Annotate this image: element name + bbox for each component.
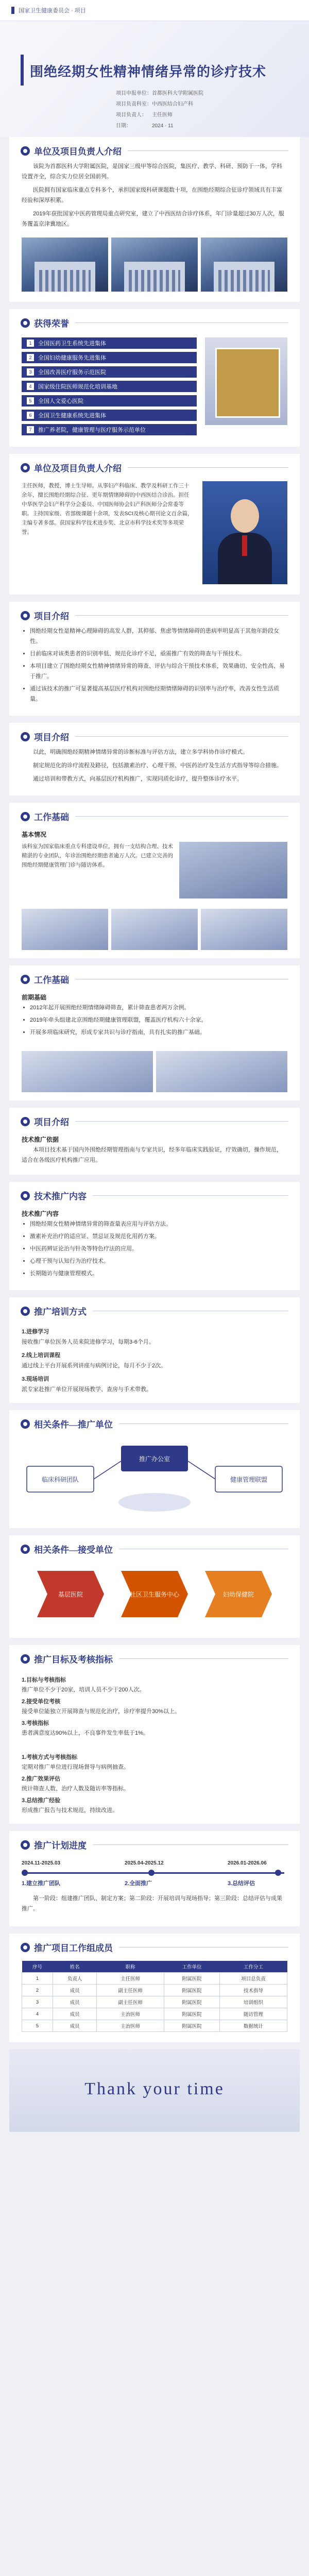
svg-text:社区卫生服务中心: 社区卫生服务中心 [129, 1591, 180, 1598]
section-bullet-icon [21, 1191, 30, 1200]
section-title: 相关条件—接受单位 [9, 1535, 300, 1560]
section-title: 推广目标及考核指标 [9, 1645, 300, 1669]
section-schedule: 推广计划进度 2024.11-2025.03 2025.04-2025.12 2026.01-2026.06 1.建立推广团队 2.全面推广 3.总结评估 第一阶段：组建推广团队、制定方案；第二阶段：开展培训与现场指导；第三阶段：总结评估与成果推广。 [9, 1831, 300, 1926]
members-table: 序号 姓名 职称 工作单位 工作分工 1 负责人 主任医师 附属医院 项目总负责 2 成员 副主任医师 附属医院 技术指导 3 成员 副主任医师 附属医院 培训组织 4 成员 主治医师 附属医院 随访管理 5 成员 主治医师 附属医院 数据统计 [22, 1961, 287, 2032]
hospital-photo [111, 238, 198, 292]
honor-item: 4 国家级住院医师规范化培训基地 [22, 381, 197, 392]
hospital-photos [9, 232, 300, 302]
section-project-1 [9, 602, 300, 716]
unit-intro-text: 该院为首都医科大学附属医院，是国家三级甲等综合医院，集医疗、教学、科研、预防于一体，学科设置齐全，综合实力位居全国前列。 医院拥有国家临床重点专科多个，承担国家级科研课题数十项，在围绝经期综合征诊疗领域具有丰富经验和深厚积累。 2019年获批国家中医药管理局重点研究室，建立了中西医结合诊疗体系，年门诊量超过30万人次，服务覆盖京津冀地区。 [22, 163, 284, 227]
work-photo [22, 909, 108, 950]
work-photo [156, 1051, 287, 1092]
svg-text:健康管理联盟: 健康管理联盟 [230, 1476, 268, 1483]
honor-certificate-image [205, 337, 287, 425]
section-title: 单位及项目负责人介绍 [9, 137, 300, 161]
meta-row: 项目负责科室：中西医结合妇产科 [116, 101, 193, 107]
person-intro: 主任医师，教授，博士生导师。从事妇产科临床、教学及科研工作三十余年，擅长围绝经期综合征、更年期情绪障碍的中西医结合诊治。担任中华医学会妇产科学分会委员、中国医师协会妇产科医师分会常委等职。主持国家级、省部级课题十余项，发表SCI及核心期刊论文百余篇，主编专著多部。获国家科学技术进步奖、北京市科学技术奖等多项荣誉。 [22, 483, 193, 535]
section-promoter [9, 1410, 300, 1528]
section-tech: 项目介绍 技术推广依据 本项目技术基于国内外围绝经期管理指南与专家共识，经多年临床实践验证，疗效确切，操作规范，适合在各级医疗机构推广应用。 [9, 1108, 300, 1175]
section-receiver [9, 1535, 300, 1638]
section-members [9, 1934, 300, 2042]
header-strip [0, 0, 309, 21]
section-project-2: 项目介绍 以此，明确围绝经期精神情绪异常的诊断标准与评估方法，建立多学科协作诊疗模式。 制定规范化的诊疗流程及路径，包括激素治疗、心理干预、中医药治疗及生活方式指导等综合措施。 通过培训和带教方式，向基层医疗机构推广，实现同质化诊疗，提升整体诊疗水平。 [9, 723, 300, 795]
receiver-diagram [22, 1566, 287, 1628]
flow-node [121, 1446, 188, 1471]
person-photo [202, 481, 287, 584]
section-unit-intro [9, 137, 300, 302]
section-bullet-icon [21, 1943, 30, 1952]
section-bullet-icon [21, 1307, 30, 1316]
meta-row: 项目负责人： 主任医师 [116, 112, 173, 118]
section-bullet-icon [21, 463, 30, 472]
section-title: 项目介绍 [9, 1108, 300, 1132]
honor-item: 1 全国医药卫生系统先进集体 [22, 337, 197, 349]
section-title: 推广项目工作组成员 [9, 1934, 300, 1958]
honor-item: 5 全国人文爱心医院 [22, 395, 197, 406]
flow-node [215, 1466, 282, 1492]
honor-item: 2 全国妇幼健康服务先进集体 [22, 352, 197, 363]
section-title: 工作基础 [9, 965, 300, 990]
svg-text:推广办公室: 推广办公室 [139, 1455, 170, 1463]
flow-node [27, 1466, 94, 1492]
section-bullet-icon [21, 611, 30, 620]
honor-list [22, 337, 197, 435]
hospital-photo [201, 238, 287, 292]
section-bullet-icon [21, 975, 30, 984]
section-title: 推广培训方式 [9, 1297, 300, 1321]
section-honors [9, 309, 300, 447]
section-person [9, 454, 300, 595]
section-work-base-1: 工作基础 基本情况 该科室为国家临床重点专科建设单位，拥有一支结构合理、技术精湛的专业团队，年诊治围绝经期患者逾万人次。已建立完善的围绝经期健康管理门诊与随访体系。 [9, 803, 300, 958]
section-title: 相关条件—推广单位 [9, 1410, 300, 1434]
section-title: 工作基础 [9, 803, 300, 827]
honor-item: 6 全国卫生健康系统先进集体 [22, 410, 197, 421]
hospital-photo [22, 238, 108, 292]
section-title: 技术推广内容 [9, 1182, 300, 1206]
promoter-flow-diagram [22, 1440, 287, 1518]
work-photo [22, 1051, 153, 1092]
project-list: • 围绝经期女性是精神心理障碍的高发人群，其抑郁、焦虑等情绪障碍的患病率明显高于其他年龄段女性。 • 目前临床对该类患者的识别率低、规范化诊疗不足，亟需推广有效的筛查与干预技术。 • 本项目建立了围绝经期女性精神情绪异常的筛查、评估与综合干预技术体系，效果确切、安全性高、易于推广。 • 通过该技术的推广可显著提高基层医疗机构对围绝经期情绪障碍的识别率与治疗率，改善女性生活质量。 [9, 626, 300, 716]
section-bullet-icon [21, 1840, 30, 1850]
section-bullet-icon [21, 1117, 30, 1126]
section-bullet-icon [21, 1654, 30, 1664]
cover [0, 21, 309, 137]
meta-row: 日期： 2024 · 11 [116, 123, 174, 129]
section-bullet-icon [21, 146, 30, 156]
section-bullet-icon [21, 1419, 30, 1429]
thanks-banner [9, 2049, 300, 2132]
thanks-text: Thank your time [84, 2079, 225, 2098]
receiver-node [205, 1571, 272, 1617]
section-title: 项目介绍 [9, 602, 300, 626]
table-row: 5 成员 主治医师 附属医院 数据统计 [22, 2020, 287, 2032]
section-bullet-icon [21, 1545, 30, 1554]
work-photo [111, 909, 198, 950]
header-tag-mark [11, 7, 14, 14]
header-tag: 国家卫生健康委员会 · 项目 [19, 8, 86, 14]
section-bullet-icon [21, 812, 30, 821]
section-bullet-icon [21, 732, 30, 741]
honor-item: 3 全国改善医疗服务示范医院 [22, 366, 197, 378]
section-tech-content: 技术推广内容 技术推广内容 • 围绝经期女性精神情绪异常的筛查量表应用与评估方法。 • 激素补充治疗的适应证、禁忌证及规范化用药方案。 • 中医药辨证论治与针灸等特色疗法的应用。 • 心理干预与认知行为治疗技术。 • 长期随访与健康管理模式。 [9, 1182, 300, 1290]
cover-title: 围绝经期女性精神情绪异常的诊疗技术 [30, 64, 267, 79]
honor-item: 7 推广养老院，健康管理与医疗服务示范单位 [22, 424, 197, 435]
section-training: 推广培训方式 1.进修学习 接收推广单位医务人员来院进修学习，每期3-6个月。 2.线上培训课程 通过线上平台开展系列讲座与病例讨论，每月不少于2次。 3.现场培训 派专家赴推广单位开展现场教学、查房与手术带教。 [9, 1297, 300, 1403]
section-title: 获得荣誉 [9, 309, 300, 333]
work-photo [201, 909, 287, 950]
table-row: 2 成员 副主任医师 附属医院 技术指导 [22, 1985, 287, 1996]
section-work-base-2: 工作基础 前期基础 • 2012年起开展围绝经期情绪障碍筛查，累计筛查患者两万余例。 • 2019年牵头组建北京围绝经期健康管理联盟，覆盖医疗机构六十余家。 • 开展多项临床研究，形成专家共识与诊疗指南，具有扎实的推广基础。 [9, 965, 300, 1100]
certificate-image [179, 842, 287, 899]
cover-meta [116, 88, 203, 131]
timeline: 2024.11-2025.03 2025.04-2025.12 2026.01-2026.06 1.建立推广团队 2.全面推广 3.总结评估 [22, 1860, 287, 1889]
section-goals: 推广目标及考核指标 1.目标与考核指标 推广单位不少于20家，培训人员不少于200人次。 2.接受单位考核 接受单位能独立开展筛查与规范化治疗，诊疗率提升30%以上。 3.考核指标 患者满意度达90%以上，不良事件发生率低于1%。 1.考核方式与考核指标 定期对推广单位进行现场督导与病例抽查。 2.推广效果评估 统计筛查人数、治疗人数及随访率等指标。 3.总结推广经验 形成推广报告与技术规范，持续改进。 [9, 1645, 300, 1824]
section-title: 推广计划进度 [9, 1831, 300, 1855]
table-row: 4 成员 主治医师 附属医院 随访管理 [22, 2008, 287, 2020]
receiver-node [37, 1571, 104, 1617]
section-title: 单位及项目负责人介绍 [9, 454, 300, 478]
svg-text:妇幼保健院: 妇幼保健院 [222, 1591, 254, 1598]
cover-accent-bar [21, 55, 24, 86]
section-title: 项目介绍 [9, 723, 300, 747]
meta-row: 项目申报单位：首都医科大学附属医院 [116, 91, 203, 96]
svg-text:临床科研团队: 临床科研团队 [41, 1476, 79, 1483]
receiver-node [121, 1571, 188, 1617]
svg-text:基层医院: 基层医院 [58, 1591, 83, 1598]
table-row: 3 成员 副主任医师 附属医院 培训组织 [22, 1996, 287, 2008]
table-row: 1 负责人 主任医师 附属医院 项目总负责 [22, 1973, 287, 1985]
section-bullet-icon [21, 318, 30, 328]
